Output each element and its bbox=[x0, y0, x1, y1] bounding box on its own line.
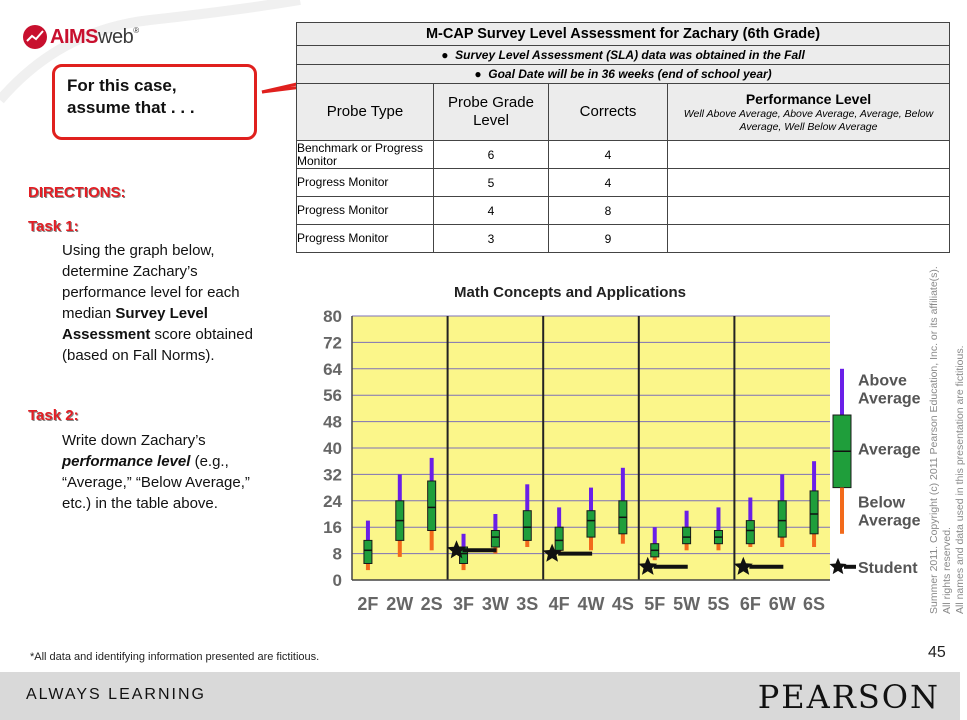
performance-cell[interactable] bbox=[668, 225, 950, 253]
x-tick-label: 2S bbox=[420, 594, 443, 614]
y-tick-label: 64 bbox=[323, 359, 342, 379]
legend-label-below: Below bbox=[858, 494, 906, 512]
footer-tagline: ALWAYS LEARNING bbox=[26, 686, 206, 703]
task1-text: Using the graph below, determine Zachary’s performance level for each median Survey Level Assessment score obtained (based on Fall Norms). bbox=[62, 242, 253, 364]
y-tick-label: 56 bbox=[323, 386, 342, 406]
callout-text: For this case, assume that . . . bbox=[67, 76, 195, 117]
callout-box bbox=[52, 64, 257, 140]
x-tick-label: 4F bbox=[548, 594, 570, 614]
performance-cell[interactable] bbox=[668, 141, 950, 169]
directions-heading: DIRECTIONS: bbox=[28, 184, 126, 201]
performance-cell[interactable] bbox=[668, 197, 950, 225]
header-performance: Performance Level Well Above Average, Above Average, Average, Below Average, Well Below Average bbox=[668, 84, 950, 141]
y-tick-label: 8 bbox=[332, 544, 342, 564]
box bbox=[364, 540, 372, 563]
y-tick-label: 24 bbox=[323, 491, 342, 511]
logo-wordmark: AIMSweb® bbox=[50, 26, 139, 48]
table-row: Benchmark or Progress Monitor 6 4 bbox=[297, 141, 950, 169]
x-tick-label: 3S bbox=[516, 594, 539, 614]
x-tick-label: 6S bbox=[803, 594, 826, 614]
x-tick-label: 2F bbox=[357, 594, 379, 614]
performance-cell[interactable] bbox=[668, 169, 950, 197]
task1-label: Task 1: bbox=[28, 218, 79, 235]
box bbox=[683, 527, 691, 544]
y-tick-label: 40 bbox=[323, 439, 342, 458]
box bbox=[523, 511, 531, 541]
table-bullet: ● Goal Date will be in 36 weeks (end of school year) bbox=[297, 65, 950, 84]
logo-mark-icon bbox=[22, 24, 48, 50]
legend-label-above: Average bbox=[858, 390, 921, 408]
x-tick-label: 2W bbox=[386, 594, 414, 614]
x-tick-label: 3W bbox=[481, 594, 509, 614]
table-row: Progress Monitor 5 4 bbox=[297, 169, 950, 197]
x-tick-label: 6W bbox=[768, 594, 796, 614]
copyright-notice: Summer 2011. Copyright (c) 2011 Pearson Education, Inc. or its affiliate(s). All rights reserved. All names and data used in this presentation are fictitious. bbox=[928, 266, 966, 614]
box bbox=[778, 501, 786, 537]
box-plot-chart bbox=[290, 300, 921, 632]
y-tick-label: 80 bbox=[323, 307, 342, 326]
table-bullet: ● Survey Level Assessment (SLA) data was obtained in the Fall bbox=[297, 46, 950, 65]
legend-label-above: Above bbox=[858, 372, 907, 390]
x-tick-label: 3F bbox=[453, 594, 475, 614]
y-tick-label: 72 bbox=[323, 333, 342, 353]
pearson-logo: PEARSON bbox=[757, 678, 940, 716]
header-probe-grade: Probe Grade Level bbox=[434, 84, 549, 141]
header-corrects: Corrects bbox=[549, 84, 668, 141]
page-number: 45 bbox=[928, 644, 946, 661]
x-tick-label: 4W bbox=[577, 594, 605, 614]
box bbox=[491, 531, 499, 548]
legend-label-below: Average bbox=[858, 512, 921, 530]
chart-title: Math Concepts and Applications bbox=[454, 284, 686, 301]
x-tick-label: 5F bbox=[644, 594, 666, 614]
sla-table bbox=[296, 22, 950, 253]
box bbox=[810, 491, 818, 534]
y-tick-label: 48 bbox=[323, 412, 342, 432]
y-tick-label: 0 bbox=[332, 571, 342, 590]
legend-label-student: Student bbox=[858, 559, 918, 577]
x-tick-label: 5S bbox=[707, 594, 730, 614]
task2-label: Task 2: bbox=[28, 407, 79, 424]
aimsweb-logo bbox=[22, 24, 142, 56]
table-title: M-CAP Survey Level Assessment for Zachary (6th Grade) bbox=[297, 23, 950, 46]
x-tick-label: 4S bbox=[611, 594, 634, 614]
legend-label-average: Average bbox=[858, 441, 921, 459]
y-tick-label: 16 bbox=[323, 518, 342, 538]
header-probe-type: Probe Type bbox=[297, 84, 434, 141]
footnote: *All data and identifying information presented are fictitious. bbox=[30, 651, 320, 663]
box bbox=[746, 521, 754, 544]
x-tick-label: 5W bbox=[673, 594, 701, 614]
box bbox=[428, 481, 436, 531]
task2-text: Write down Zachary’s performance level (e.g., “Average,” “Below Average,” etc.) in the table above. bbox=[62, 432, 250, 512]
table-row: Progress Monitor 3 9 bbox=[297, 225, 950, 253]
footer-bar bbox=[0, 672, 960, 720]
x-tick-label: 6F bbox=[739, 594, 761, 614]
box bbox=[587, 511, 595, 537]
box bbox=[555, 527, 563, 550]
table-row: Progress Monitor 4 8 bbox=[297, 197, 950, 225]
y-tick-label: 32 bbox=[323, 465, 342, 485]
